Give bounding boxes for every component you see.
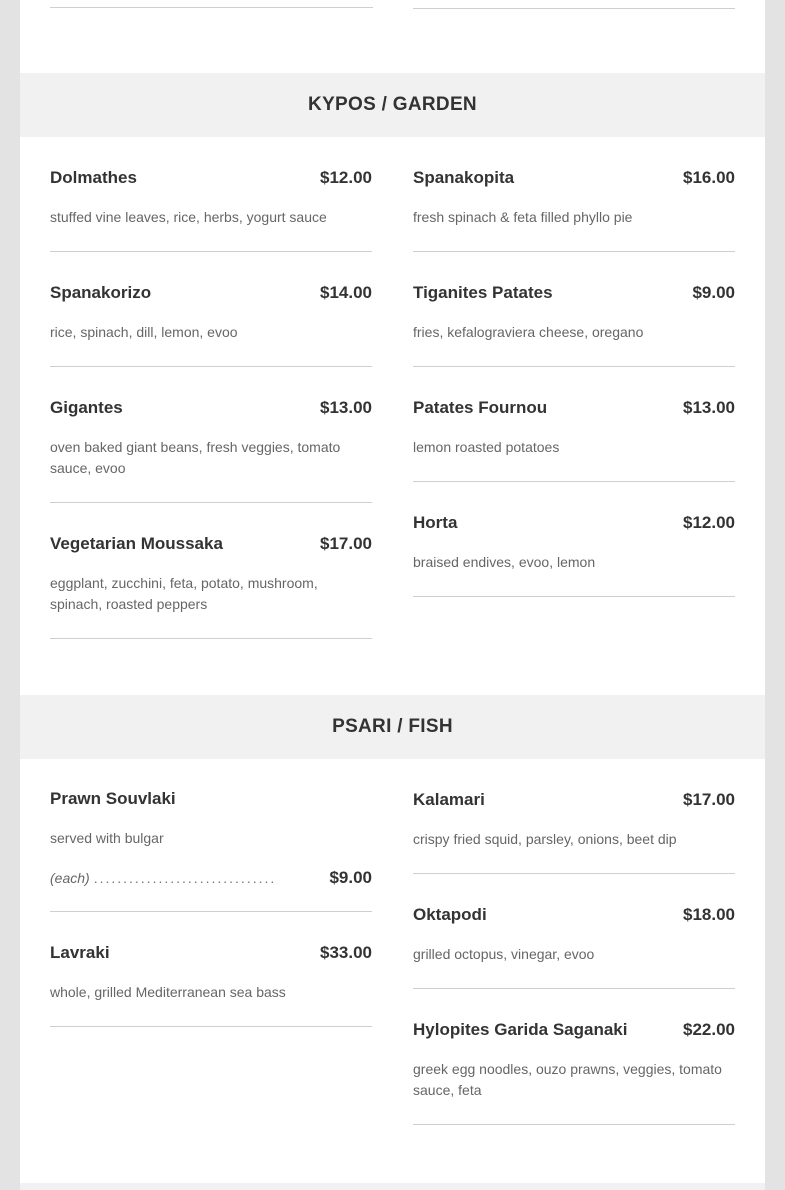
garden-left-column bbox=[50, 137, 372, 639]
item-price: $13.00 bbox=[683, 398, 735, 417]
item-price: $9.00 bbox=[692, 283, 735, 302]
item-name: Tiganites Patates bbox=[413, 283, 553, 302]
item-price: $13.00 bbox=[320, 398, 372, 417]
item-description: greek egg noodles, ouzo prawns, veggies, tomato sauce, feta bbox=[413, 1061, 722, 1098]
item-description: served with bulgar bbox=[50, 830, 164, 846]
item-price: $14.00 bbox=[320, 283, 372, 302]
item-name: Lavraki bbox=[50, 943, 110, 962]
item-name: Vegetarian Moussaka bbox=[50, 534, 223, 553]
menu-item bbox=[413, 759, 735, 874]
menu-item bbox=[413, 482, 735, 597]
item-description: oven baked giant beans, fresh veggies, tomato sauce, evoo bbox=[50, 439, 341, 476]
section-title: KYPOS / GARDEN bbox=[20, 73, 765, 137]
menu-item bbox=[50, 503, 372, 639]
item-description: rice, spinach, dill, lemon, evoo bbox=[50, 324, 238, 340]
item-name: Prawn Souvlaki bbox=[50, 789, 176, 808]
item-price: $33.00 bbox=[320, 943, 372, 962]
item-price: $18.00 bbox=[683, 905, 735, 924]
garden-section bbox=[20, 73, 765, 695]
menu-item bbox=[413, 874, 735, 989]
menu-item bbox=[50, 759, 372, 912]
menu-item bbox=[413, 989, 735, 1125]
menu-item bbox=[413, 252, 735, 367]
item-description: grilled octopus, vinegar, evoo bbox=[413, 946, 595, 962]
item-price: $12.00 bbox=[683, 513, 735, 532]
item-price: $17.00 bbox=[683, 790, 735, 809]
item-description: whole, grilled Mediterranean sea bass bbox=[50, 984, 286, 1000]
item-name: Oktapodi bbox=[413, 905, 487, 924]
item-name: Gigantes bbox=[50, 398, 123, 417]
price-option-row bbox=[50, 868, 372, 888]
item-name: Dolmathes bbox=[50, 168, 137, 187]
item-description: braised endives, evoo, lemon bbox=[413, 554, 596, 570]
divider bbox=[413, 8, 735, 9]
item-price: $16.00 bbox=[683, 168, 735, 187]
item-description: fresh spinach & feta filled phyllo pie bbox=[413, 209, 633, 225]
item-name: Kalamari bbox=[413, 790, 485, 809]
item-price: $22.00 bbox=[683, 1020, 735, 1039]
item-price: $9.00 bbox=[329, 868, 372, 887]
previous-section-card bbox=[20, 0, 765, 73]
menu-item bbox=[50, 912, 372, 1027]
item-description: eggplant, zucchini, feta, potato, mushroom, spinach, roasted peppers bbox=[50, 575, 318, 612]
item-price: $17.00 bbox=[320, 534, 372, 553]
dot-leader: ............................... bbox=[93, 870, 277, 886]
item-name: Horta bbox=[413, 513, 458, 532]
fish-left-column bbox=[50, 759, 372, 1027]
fish-right-column bbox=[413, 759, 735, 1125]
price-option-label: (each) bbox=[50, 870, 90, 886]
item-name: Spanakorizo bbox=[50, 283, 152, 302]
item-description: stuffed vine leaves, rice, herbs, yogurt sauce bbox=[50, 209, 327, 225]
item-description: crispy fried squid, parsley, onions, beet dip bbox=[413, 831, 677, 847]
item-description: fries, kefalograviera cheese, oregano bbox=[413, 324, 644, 340]
next-section-card bbox=[20, 1183, 765, 1190]
divider bbox=[50, 7, 373, 8]
garden-right-column bbox=[413, 137, 735, 597]
menu-item bbox=[413, 137, 735, 252]
menu-item bbox=[50, 252, 372, 367]
fish-section bbox=[20, 695, 765, 1183]
item-name: Patates Fournou bbox=[413, 398, 548, 417]
menu-item bbox=[50, 137, 372, 252]
item-price: $12.00 bbox=[320, 168, 372, 187]
menu-item bbox=[413, 367, 735, 482]
item-name: Hylopites Garida Saganaki bbox=[413, 1020, 628, 1039]
section-title: PSARI / FISH bbox=[20, 695, 765, 759]
item-name: Spanakopita bbox=[413, 168, 515, 187]
menu-item bbox=[50, 367, 372, 503]
item-description: lemon roasted potatoes bbox=[413, 439, 560, 455]
